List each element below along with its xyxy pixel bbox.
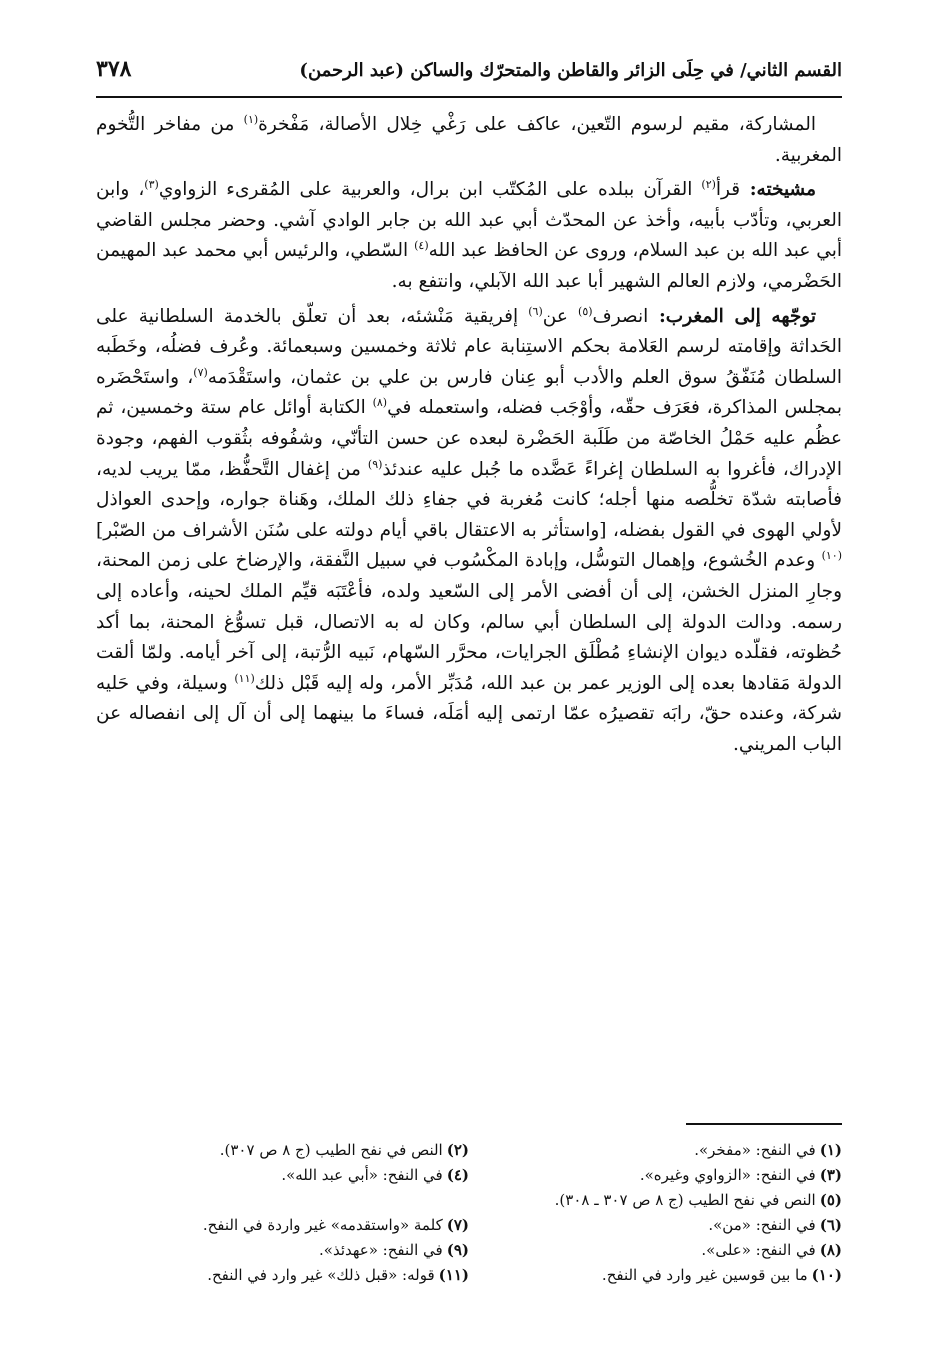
paragraph-intro: المشاركة، مقيم لرسوم التّعين، عاكف على رَغْي خِلال الأصالة، مَفْخرة$^{(١)}$ من مفاخر التُّخوم المغربية. bbox=[96, 112, 842, 166]
page-header bbox=[96, 56, 842, 98]
footnotes bbox=[96, 1138, 842, 1288]
main-text bbox=[96, 110, 842, 760]
footnote-ref-3: (٣) bbox=[144, 178, 159, 192]
footnote-7: (٧)كلمة «واستقدمه» غير واردة في النفح. bbox=[202, 1216, 469, 1234]
footnote-ref-10: (١٠) bbox=[821, 549, 842, 563]
footnote-ref-7: (٧) bbox=[193, 365, 208, 379]
running-title: القسم الثاني/ في حِلَى الزائر والقاطن والمتحرّك والساكن (عبد الرحمن) bbox=[299, 60, 842, 81]
footnote-9: (٩)في النفح: «عهدئذ». bbox=[319, 1241, 469, 1259]
footnote-5: (٥)النص في نفح الطيب (ج ٨ ص ٣٠٧ ـ ٣٠٨). bbox=[554, 1191, 842, 1209]
footnote-ref-9: (٩) bbox=[367, 457, 383, 471]
footnote-1: (١)في النفح: «مفخر». bbox=[694, 1141, 842, 1159]
footnote-row bbox=[96, 1238, 842, 1263]
footnote-8: (٨)في النفح: «على». bbox=[701, 1241, 842, 1259]
footnote-ref-11: (١١) bbox=[234, 671, 255, 685]
footnote-ref-2: (٢) bbox=[701, 178, 716, 192]
footnote-ref-8: (٨) bbox=[372, 396, 388, 410]
footnote-ref-6: (٦) bbox=[528, 304, 543, 318]
section-title-teachers: مشيخته: bbox=[740, 179, 816, 201]
footnote-row bbox=[96, 1138, 842, 1163]
footnote-ref-4: (٤) bbox=[414, 239, 429, 253]
footnote-row bbox=[96, 1163, 842, 1188]
footnote-11: (١١)قوله: «قبل ذلك» غير وارد في النفح. bbox=[207, 1266, 469, 1284]
footnote-2: (٢)النص في نفح الطيب (ج ٨ ص ٣٠٧). bbox=[219, 1141, 469, 1159]
footnote-4: (٤)في النفح: «أبي عبد الله». bbox=[281, 1166, 469, 1184]
footnote-6: (٦)في النفح: «من». bbox=[708, 1216, 842, 1234]
footnote-row bbox=[96, 1213, 842, 1238]
footnote-ref-5: (٥) bbox=[578, 304, 593, 318]
paragraph-teachers: مشيخته: قرأ$^{(٢)}$ القرآن ببلده على المُكتّب ابن برال، والعربية على المُقرىء الزواوي$^{(٣)}$، وابن العربي، وتأدّب بأبيه، وأخذ عن المحدّث أبي عبد الله بن جابر الوادي آشي. وحضر مجلس القاضي أبي عبد الله بن عبد السلام، وروى عن الحافظ عبد الله$^{(٤)}$ السّطي، والرئيس أبي محمد عبد المهيمن الحَضْرمي، ولازم العالم الشهير أبا عبد الله الآبلي، وانتفع به. bbox=[96, 178, 842, 292]
footnote-3: (٣)في النفح: «الزواوي وغيره». bbox=[639, 1166, 842, 1184]
footnote-row bbox=[96, 1263, 842, 1288]
paragraph-maghreb: توجّهه إلى المغرب: انصرف$^{(٥)}$ عن$^{(٦)}$ إفريقية مَنْشئه، بعد أن تعلّق بالخدمة السلطانية على الحَداثة وإقامته لرسم العَلامة بحكم الاستِنابة عام ثلاثة وخمسين وسبعمائة. وعُرف فضلُه، وخَطَبه السلطان مُنَفّقُ سوق العلم والأدب أبو عِنان فارس بن علي بن عثمان، واستَقْدَمه$^{(٧)}$، واستَحْضَره بمجلس المذاكرة، فعَرَف حقّه، وأوْجَب فضله، واستعمله في$^{(٨)}$ الكتابة أوائل عام ستة وخمسين، ثم عظُم عليه حَمْلُ الخاصّة من طَلَبة الحَضْرة لبعده عن حسن التأنّي، وشفُوفه بثُقوب الفهم، وجودة الإدراك، فأغروا به السلطان إغراءً عَضَّده ما جُبل عليه عندئذ$^{(٩)}$ من إغفال التَّحفُّظ، ممّا يريب لديه، فأصابته شدّة تخلُّصه منها أجله؛ كانت مُغربة في جفاءِ ذلك الملك، وهَناة جواره، وإحدى العواذل لأولي الهوى في القول بفضله، [واستأثر به الاعتقال باقي أيام دولته على سُنَن الأشراف من الصّبْر]$^{(١٠)}$ وعدم الخُشوع، وإهمال التوسُّل، وإبادة المكْسُوب في سبيل النَّفقة، والإرضاخ على زمن المحنة، وجارِ المنزل الخشن، إلى أن أفضى الأمر إلى السّعيد ولده، فأعْتَبَه قيِّم الملك لحينه، وأعاده إلى رسمه. ودالت الدولة إلى السلطان أبي سالم، وكان له به الاتصال، قبل تسوُّغ المحنة، بما أكد حُظوته، فقلّده ديوان الإنشاءِ مُطْلَق الجرايات، محرَّر السّهام، نَبيه الرُّتبة، إلى آخر أيامه. ولمّا ألقت الدولة مَقادها بعده إلى الوزير عمر بن عبد الله، مُدَبِّر الأمر، وله إليه قَبْل ذلك$^{(١١)}$ وسيلة، وفي حَليه شركة، وعنده حقّ، رابَه تقصيرُه عمّا ارتمى إليه أمَلَه، فساءَ ما بينهما إلى أن آل إلى انفصاله عن الباب المريني. bbox=[96, 304, 843, 755]
footnote-ref-1: (١) bbox=[243, 112, 259, 126]
footnote-row bbox=[96, 1188, 842, 1213]
page-number: ٣٧٨ bbox=[96, 56, 132, 82]
footnote-divider bbox=[686, 1123, 842, 1125]
section-title-maghreb: توجّهه إلى المغرب: bbox=[648, 305, 816, 327]
book-page bbox=[96, 56, 842, 1346]
footnote-10: (١٠)ما بين قوسين غير وارد في النفح. bbox=[601, 1266, 842, 1284]
